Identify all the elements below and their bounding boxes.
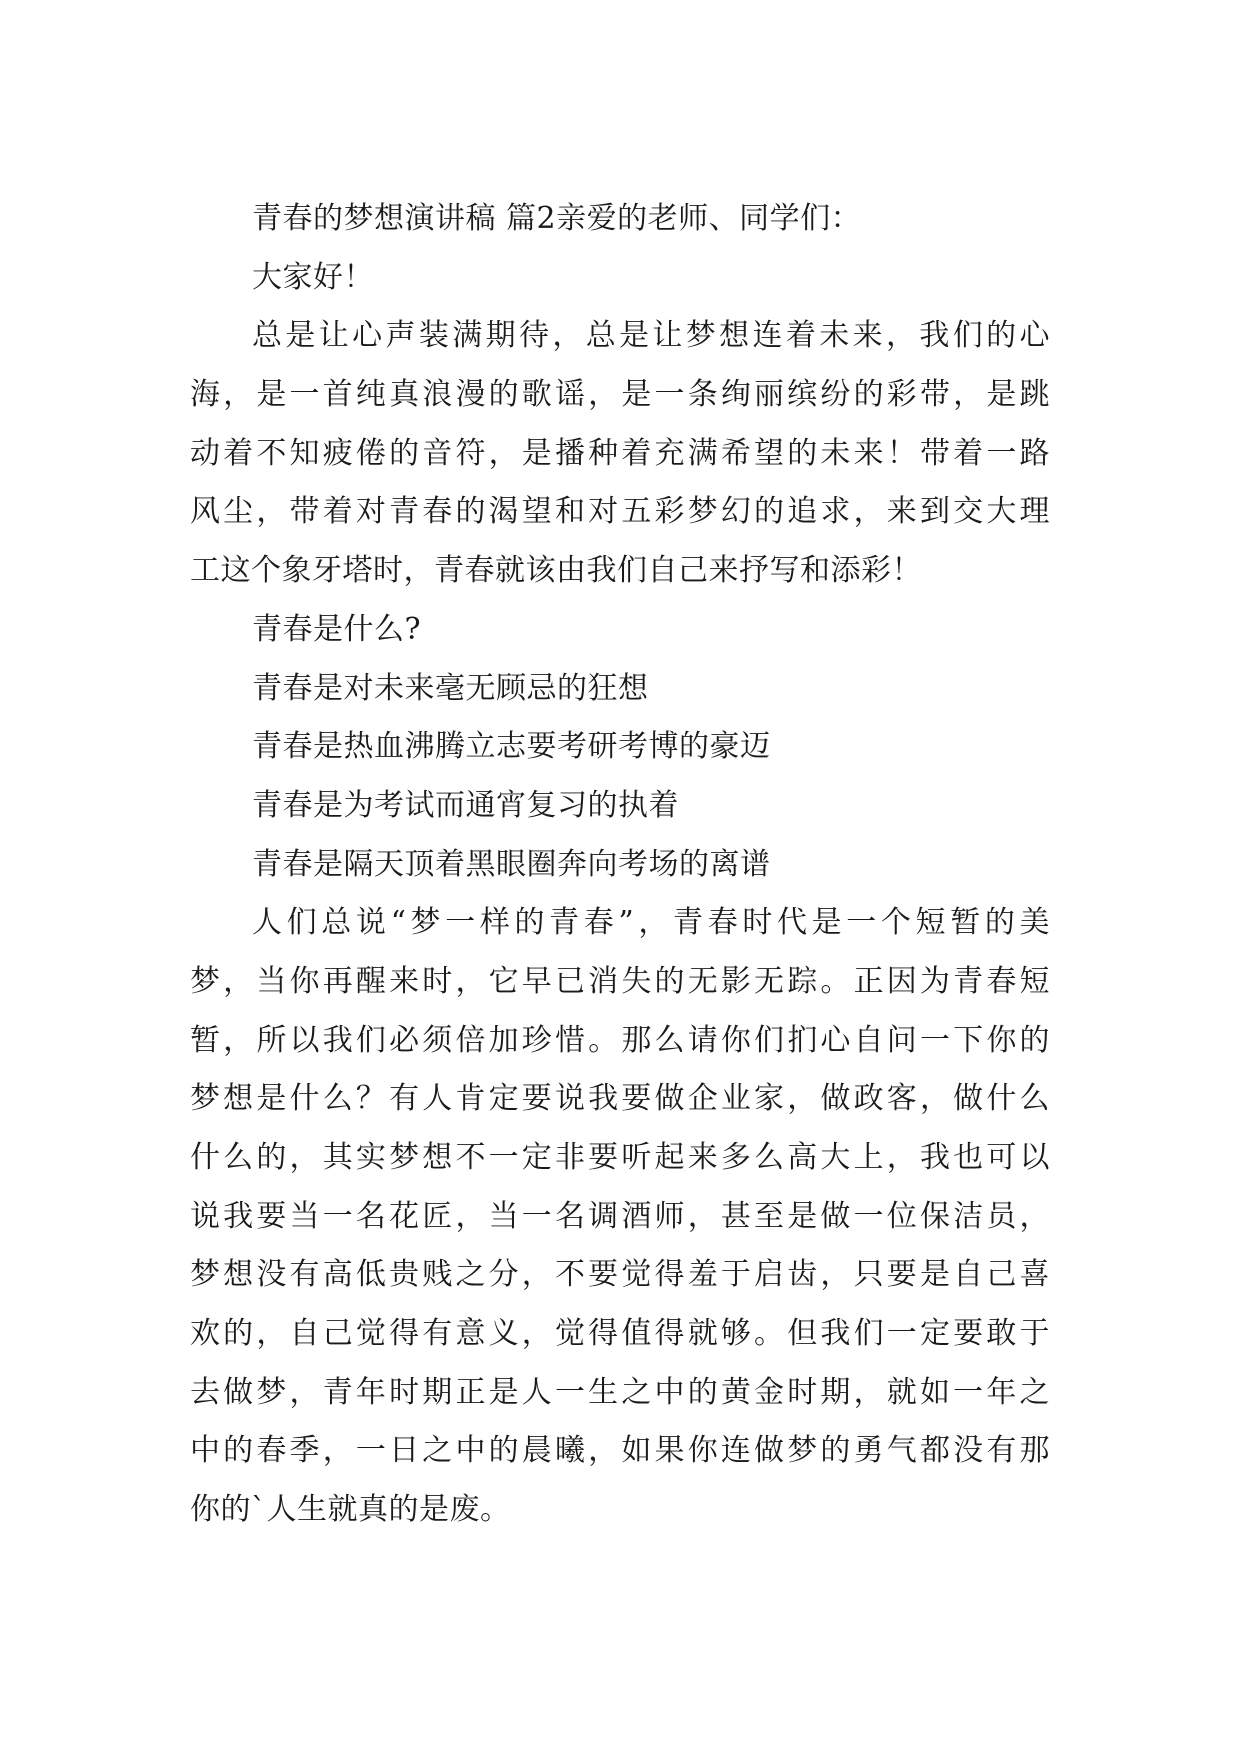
paragraph-line: 欢的，自己觉得有意义，觉得值得就够。但我们一定要敢于	[190, 1316, 1050, 1352]
paragraph-line: 总是让心声装满期待，总是让梦想连着未来，我们的心	[252, 318, 1050, 354]
paragraph-line: 梦想没有高低贵贱之分，不要觉得羞于启齿，只要是自己喜	[190, 1257, 1050, 1293]
youth-line: 青春是为考试而通宵复习的执着	[252, 787, 679, 823]
question-line: 青春是什么?	[252, 611, 422, 647]
speech-title-line: 青春的梦想演讲稿 篇2亲爱的老师、同学们：	[252, 201, 862, 236]
paragraph-line: 说我要当一名花匠，当一名调酒师，甚至是做一位保洁员，	[190, 1198, 1050, 1234]
paragraph-line: 海，是一首纯真浪漫的歌谣，是一条绚丽缤纷的彩带，是跳	[190, 377, 1050, 413]
document-body	[190, 190, 1050, 1540]
paragraph-line: 人们总说“梦一样的青春”，青春时代是一个短暂的美	[252, 905, 1050, 941]
paragraph-line: 暂，所以我们必须倍加珍惜。那么请你们扪心自问一下你的	[190, 1022, 1050, 1058]
paragraph-line: 你的`人生就真的是废。	[190, 1492, 511, 1528]
youth-line: 青春是对未来毫无顾忌的狂想	[252, 670, 649, 706]
paragraph-line: 中的春季，一日之中的晨曦，如果你连做梦的勇气都没有那	[190, 1433, 1050, 1469]
paragraph-line: 工这个象牙塔时，青春就该由我们自己来抒写和添彩！	[190, 553, 922, 589]
paragraph-line: 什么的，其实梦想不一定非要听起来多么高大上，我也可以	[190, 1140, 1050, 1175]
paragraph-line: 梦想是什么？有人肯定要说我要做企业家，做政客，做什么	[190, 1081, 1050, 1117]
greeting-line: 大家好！	[252, 259, 374, 295]
paragraph-line: 风尘，带着对青春的渴望和对五彩梦幻的追求，来到交大理	[190, 494, 1050, 530]
paragraph-line: 梦，当你再醒来时，它早已消失的无影无踪。正因为青春短	[190, 963, 1050, 999]
paragraph-line: 动着不知疲倦的音符，是播种着充满希望的未来！带着一路	[190, 435, 1050, 471]
youth-line: 青春是隔天顶着黑眼圈奔向考场的离谱	[252, 846, 771, 882]
youth-line: 青春是热血沸腾立志要考研考博的豪迈	[252, 729, 771, 765]
paragraph-line: 去做梦，青年时期正是人一生之中的黄金时期，就如一年之	[190, 1374, 1050, 1410]
